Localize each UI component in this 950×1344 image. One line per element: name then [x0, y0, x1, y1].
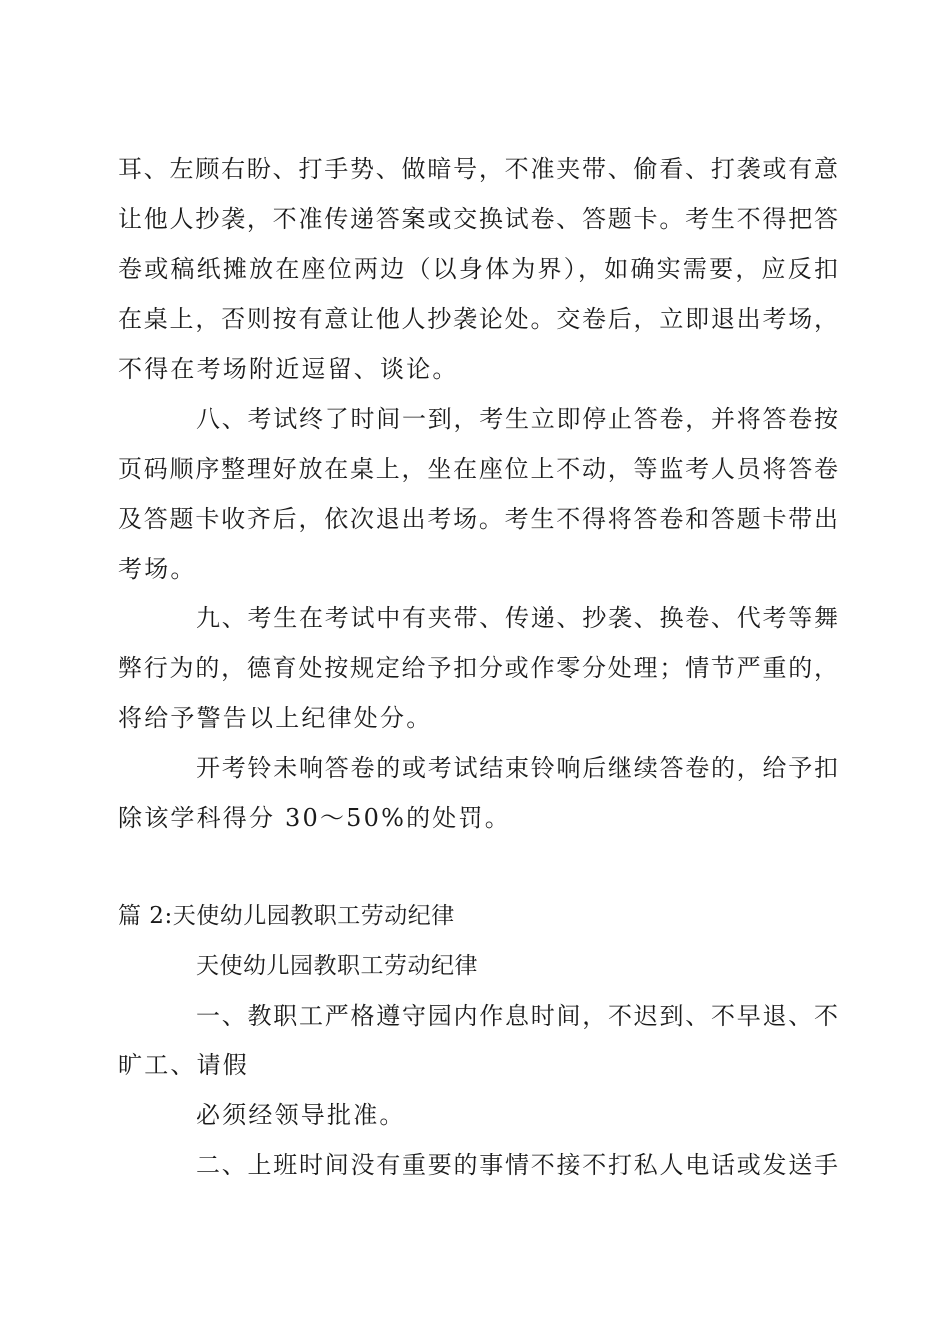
paragraph-line: 耳、左顾右盼、打手势、做暗号，不准夹带、偷看、打袭或有意	[118, 155, 838, 183]
section-subtitle: 天使幼儿园教职工劳动纪律	[196, 953, 478, 979]
paragraph-line: 必须经领导批准。	[196, 1101, 406, 1129]
paragraph-line: 八、考试终了时间一到，考生立即停止答卷，并将答卷按	[196, 405, 838, 433]
section-heading: 篇 2:天使幼儿园教职工劳动纪律	[118, 903, 455, 929]
paragraph-line: 二、上班时间没有重要的事情不接不打私人电话或发送手	[196, 1151, 838, 1179]
paragraph-line: 九、考生在考试中有夹带、传递、抄袭、换卷、代考等舞	[196, 604, 838, 632]
paragraph-line: 除该学科得分 30～50%的处罚。	[118, 804, 511, 832]
paragraph-line: 弊行为的，德育处按规定给予扣分或作零分处理；情节严重的，	[118, 654, 838, 682]
paragraph-line: 卷或稿纸摊放在座位两边（以身体为界），如确实需要，应反扣	[118, 255, 838, 283]
paragraph-line: 将给予警告以上纪律处分。	[118, 704, 433, 732]
paragraph-line: 在桌上，否则按有意让他人抄袭论处。交卷后，立即退出考场，	[118, 305, 838, 333]
paragraph-line: 及答题卡收齐后，依次退出考场。考生不得将答卷和答题卡带出	[118, 505, 838, 533]
paragraph-line: 页码顺序整理好放在桌上，坐在座位上不动，等监考人员将答卷	[118, 455, 838, 483]
paragraph-line: 不得在考场附近逗留、谈论。	[118, 355, 459, 383]
paragraph-line: 旷工、请假	[118, 1051, 249, 1079]
paragraph-line: 考场。	[118, 555, 197, 583]
paragraph-line: 一、教职工严格遵守园内作息时间，不迟到、不早退、不	[196, 1002, 838, 1030]
paragraph-line: 开考铃未响答卷的或考试结束铃响后继续答卷的，给予扣	[196, 754, 838, 782]
paragraph-line: 让他人抄袭，不准传递答案或交换试卷、答题卡。考生不得把答	[118, 205, 838, 233]
